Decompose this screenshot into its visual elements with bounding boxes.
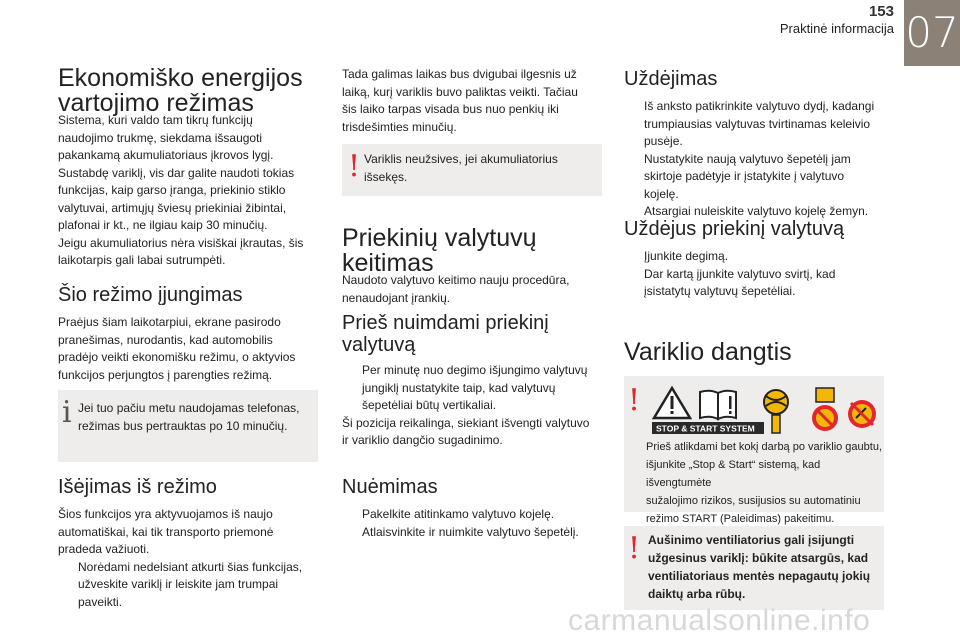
list-item: Pakelkite atitinkamo valytuvo kojelę. — [362, 507, 555, 521]
fan-hazard-icon — [848, 400, 876, 428]
chapter-tab: 07 — [904, 0, 960, 66]
before-removal-text: Per minutę nuo degimo išjungimo valytuvų jungiklį nustatykite taip, kad valytuvų šepetėliai būtų vertikaliai. Ši pozicija reikalinga, siekiant išvengti valytuvo ir variklio dangčio sugadinimo. — [342, 362, 612, 450]
list-item: Įjunkite degimą. — [644, 249, 729, 263]
title-bonnet: Variklio dangtis — [624, 338, 792, 366]
stop-start-label: STOP & START SYSTEM — [656, 423, 755, 434]
continuation-text: Tada galimas laikas bus dvigubai ilgesnis už laiką, kurį variklis buvo paliktas veikti. Tačiau šis laiko tarpas visada bus nuo penkių iki trisdešimties minučių. — [342, 67, 578, 134]
wiper-change-text: Naudoto valytuvo keitimo nauju procedūra, nenaudojant įrankių. — [342, 273, 570, 305]
page-number: 153 — [868, 3, 894, 20]
list-item: Iš anksto patikrinkite valytuvo dydį, kadangi trumpiausias valytuvas tvirtinamas keleivio pusėje. — [644, 99, 875, 148]
info-box-phone — [58, 390, 318, 462]
heading-before-removal: Prieš nuimdami priekinį valytuvą — [342, 312, 549, 356]
page-header — [780, 4, 894, 38]
title-wiper-change: Priekinių valytuvų keitimas — [342, 224, 537, 277]
list-item: Atlaisvinkite ir nuimkite valytuvo šepetėlį. — [362, 524, 579, 539]
heading-removal: Nuėmimas — [342, 476, 438, 498]
fitting-list — [624, 98, 894, 221]
warning-icon: ! — [628, 531, 641, 566]
list-item: Dar kartą įjunkite valytuvo svirtį, kad įsistatytų valytuvų šepetėliai. — [644, 266, 836, 298]
title-eco-mode: Ekonomiško energijos vartojimo režimas — [58, 64, 303, 117]
watermark: carmanualsonline.info — [568, 604, 871, 637]
info-icon: i — [62, 395, 72, 430]
exit-text: Šios funkcijos yra aktyvuojamos iš naujo automatiškai, kai tik transporto priemonė pradeda važiuoti. Norėdami nedelsiant atkurti šias funkcijas, užveskite variklį ir leiskite jam trumpai paveikti. — [58, 506, 328, 611]
eco-intro: Sistema, kuri valdo tam tikrų funkcijų naudojimo trukmę, siekdama išsaugoti pakankamą akumuliatoriaus įkrovos lygį. Sustabdę variklį, vis dar galite naudoti tokias funkcijas, kaip garso įranga, priekinio stiklo valytuvai, artimųjų šviesų priekiniai žibintai, plafonai ir kt., ne ilgiau kaip 30 minučių. Jeigu akumuliatorius nėra visiškai įkrautas, šis laikotarpis gali labai sutrumpėti. — [58, 113, 304, 267]
list-item: Per minutę nuo degimo išjungimo valytuvų jungiklį nustatykite taip, kad valytuvų šepetėliai būtų vertikaliai. — [362, 363, 588, 412]
warning-icon: ! — [348, 149, 361, 184]
belt-hazard-icon — [764, 390, 788, 433]
hazard-pictograms-svg — [648, 382, 880, 436]
section-title: Praktinė informacija — [779, 21, 894, 36]
battery-disconnect-icon — [812, 388, 838, 431]
warning-box-fan — [624, 526, 884, 610]
heading-after-fitting: Uždėjus priekinį valytuvą — [624, 218, 845, 240]
list-item: Atsargiai nuleiskite valytuvo kojelę žemyn. — [644, 204, 869, 218]
heading-exit: Išėjimas iš režimo — [58, 476, 217, 498]
list-item: Nustatykite naują valytuvo šepetėlį jam skirtoje padėtyje ir įstatykite į valytuvo kojelę. — [644, 151, 851, 201]
warning-icon: ! — [628, 383, 641, 418]
warning-box-battery — [342, 144, 602, 196]
warning-text: Variklis neužsives, jei akumuliatorius išsekęs. — [364, 152, 558, 184]
list-item: Norėdami nedelsiant atkurti šias funkcijas, užveskite variklį ir leiskite jam trumpai paveikti. — [78, 559, 303, 609]
activation-text: Praėjus šiam laikotarpiui, ekrane pasirodo pranešimas, nurodantis, kad automobilis pradėjo veikti ekonomišku režimu, o aktyvios funkcijos perjungtos į parengties režimą. — [58, 315, 296, 382]
warning-box-bonnet — [624, 376, 884, 525]
bonnet-warning-text: Prieš atlikdami bet kokį darbą po variklio gaubtu, išjunkite „Stop & Start“ sistemą, kad išvengtumėte sužalojimo rizikos, susijusios su automatiniu režimo START (Paleidimas) pakeitimu. — [646, 441, 883, 525]
fan-warning-text: Aušinimo ventiliatorius gali įsijungti užgesinus variklį: būkite atsargūs, kad ventiliatoriaus mentės nepagautų jokių daiktų arba rūbų. — [648, 533, 871, 601]
heading-activation: Šio režimo įjungimas — [58, 284, 243, 306]
info-text: Jei tuo pačiu metu naudojamas telefonas, režimas bus pertrauktas po 10 minučių. — [78, 401, 300, 433]
removal-list — [342, 506, 612, 541]
heading-fitting: Uždėjimas — [624, 68, 718, 90]
after-fitting-list — [624, 248, 894, 301]
hazard-pictograms — [648, 382, 880, 436]
